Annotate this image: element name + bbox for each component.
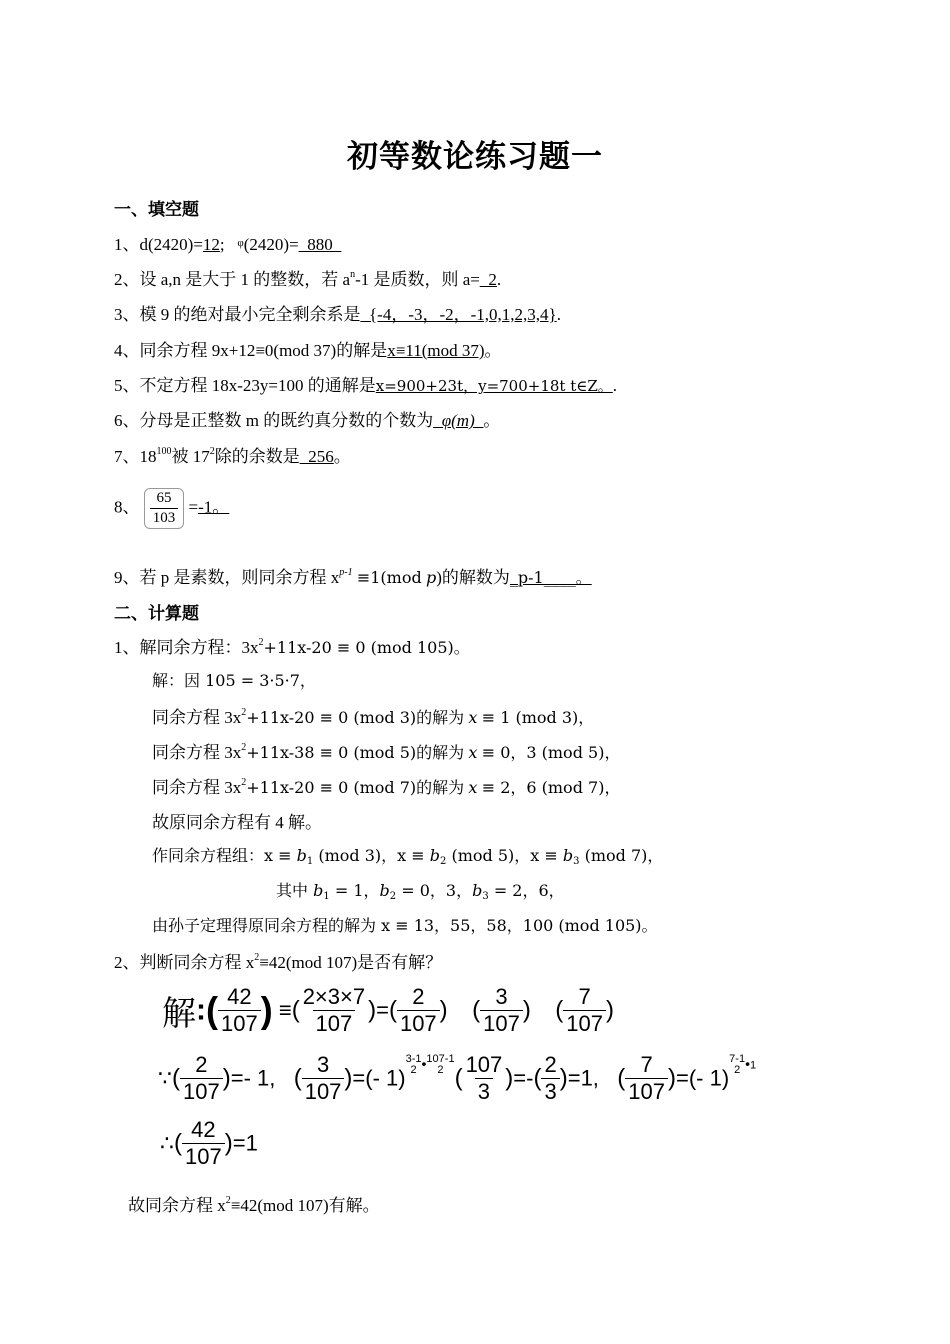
q7-text: 7、18 <box>114 447 157 466</box>
q1-answer-phi: _880_ <box>298 235 342 254</box>
q7-end: 。 <box>333 447 351 466</box>
question-4 <box>114 336 502 361</box>
question-7 <box>114 442 351 467</box>
q9-sup: p-1 <box>339 567 353 578</box>
question-5 <box>114 371 617 396</box>
c1-line-4: 同余方程 $3x^2+11x-20 \equiv 0$ (mod 7)的解为 x ≡ 2，6 (mod 7)， <box>152 777 621 797</box>
page-title: 初等数论练习题一 <box>347 139 603 175</box>
c1-line-7: 其中 $b_1 = 1$，$b_2 = 0$，3，$b_3 = 2$，6， <box>276 881 565 902</box>
q1-text: 1、d(2420)= <box>114 235 203 254</box>
c1-line-5: 故原同余方程有 4 解。 <box>152 813 322 832</box>
jie-label: 解 <box>162 994 196 1034</box>
q6-end: 。 <box>483 411 501 430</box>
question-9 <box>114 563 592 588</box>
q6-text: 6、分母是正整数 m 的既约真分数的个数为 <box>114 411 434 430</box>
q7-text-2: 被 17 <box>171 447 210 466</box>
c1-head-sup: 2 <box>258 637 264 648</box>
q6-answer: _φ(m)_ <box>433 411 484 430</box>
q2-end: . <box>496 270 502 289</box>
q8-eq: = <box>188 497 199 517</box>
q8-denominator: 103 <box>150 508 179 526</box>
q2-text-2: -1 是质数，则 a= <box>355 270 480 289</box>
c1-line-6: 作同余方程组：$x \equiv b_1$ (mod 3)，$x \equiv b_2$ (mod 5)，$x \equiv b_3$ (mod 7)， <box>152 846 664 867</box>
q5-text: 5、不定方程 18x-23y=100 的通解是 <box>114 376 376 395</box>
compute-2-heading: 2、判断同余方程 $x^2\equiv 42(mod$ 107)是否有解？ <box>114 952 443 972</box>
q7-answer: _256 <box>299 447 334 466</box>
c1-line-2: 同余方程 $3x^2+11x-20 \equiv 0$ (mod 3)的解为 x ≡ 1 (mod 3)， <box>152 707 595 727</box>
compute-1-heading <box>114 633 470 658</box>
q7-text-3: 除的余数是 <box>214 447 300 466</box>
q2-text: 2、设 a,n 是大于 1 的整数，若 a <box>114 270 351 289</box>
question-3 <box>114 300 561 325</box>
q7-sup1: 100 <box>156 446 172 457</box>
q9-text-2: ≡1(mod <box>356 568 422 587</box>
c2-conclusion: 故同余方程 $x^2\equiv 42(mod$ 107)有解。 <box>128 1195 380 1215</box>
c1-line-1: 解：因 105 = 3·5·7， <box>152 671 316 690</box>
phi-symbol: φ <box>237 237 244 249</box>
c2-row-3: ∴( $\frac{42}{107}$ )=1 <box>160 1117 258 1169</box>
q4-answer: x≡11(mod 37) <box>387 341 485 360</box>
c1-head: 1、解同余方程：3x <box>114 638 259 657</box>
q7-sup2: 2 <box>209 446 215 457</box>
question-6 <box>114 406 500 431</box>
q3-text: 3、模 9 的绝对最小完全剩余系是 <box>114 305 361 324</box>
question-1 <box>114 230 341 255</box>
q5-end: . <box>612 376 618 395</box>
c2-row-2: ∵( $\frac{2}{107}$ )=- 1, ( $\frac{3}{107}$ )=(- 1) 3-1 2 • 107-1 2 ( $\frac{107}{3}$ )=-( $\frac{2}{3}$ )=1, ( $\frac{7}{107}$ )=(- 1) 7-1 2 $^{•1}$ <box>158 1052 757 1104</box>
question-8 <box>114 488 229 529</box>
c1-head-rest: +11x-20 ≡ 0 (mod 105)。 <box>263 638 470 657</box>
q1-text-2: (2420)= <box>243 235 299 254</box>
q3-end: . <box>556 305 561 324</box>
q9-text: 9、若 p 是素数，则同余方程 x <box>114 568 340 587</box>
q1-answer-d: 12 <box>202 235 220 254</box>
c1-line-8: 由孙子定理得原同余方程的解为 x ≡ 13，55，58，100 (mod 105)。 <box>152 916 658 935</box>
section-heading-compute: 二、计算题 <box>114 604 199 624</box>
c2-row-1: 解:( $\frac{42}{107}$ ) ≡( $\frac{2\times 3\times 7}{107}$ )=( $\frac{2}{107}$ ) ( $\frac{3}{107}$ ) ( $\frac{7}{107}$ ) <box>162 984 615 1036</box>
q8-answer: -1。 <box>198 497 230 517</box>
q3-answer: _{-4，-3，-2，-1,0,1,2,3,4} <box>360 305 557 324</box>
question-2 <box>114 265 501 290</box>
q1-sep: ; <box>219 235 225 254</box>
q9-text-3: )的解数为 <box>436 568 510 587</box>
q9-answer: _p-1____。 <box>509 568 592 587</box>
q8-text: 8、 <box>114 497 140 517</box>
q2-answer: _2 <box>479 270 497 289</box>
q9-p: p <box>425 568 437 587</box>
q4-end: 。 <box>484 341 502 360</box>
legendre-symbol <box>144 488 185 529</box>
c1-line-3: 同余方程 $3x^2+11x-38 \equiv 0$ (mod 5)的解为 x ≡ 0，3 (mod 5)， <box>152 742 621 762</box>
q2-sup: n <box>350 269 356 280</box>
q8-numerator: 65 <box>156 490 172 506</box>
section-heading-fill-in: 一、填空题 <box>114 200 199 220</box>
q4-text: 4、同余方程 9x+12≡0(mod 37)的解是 <box>114 341 388 360</box>
q5-answer: x=900+23t，y=700+18t t∈Z。 <box>375 377 613 395</box>
